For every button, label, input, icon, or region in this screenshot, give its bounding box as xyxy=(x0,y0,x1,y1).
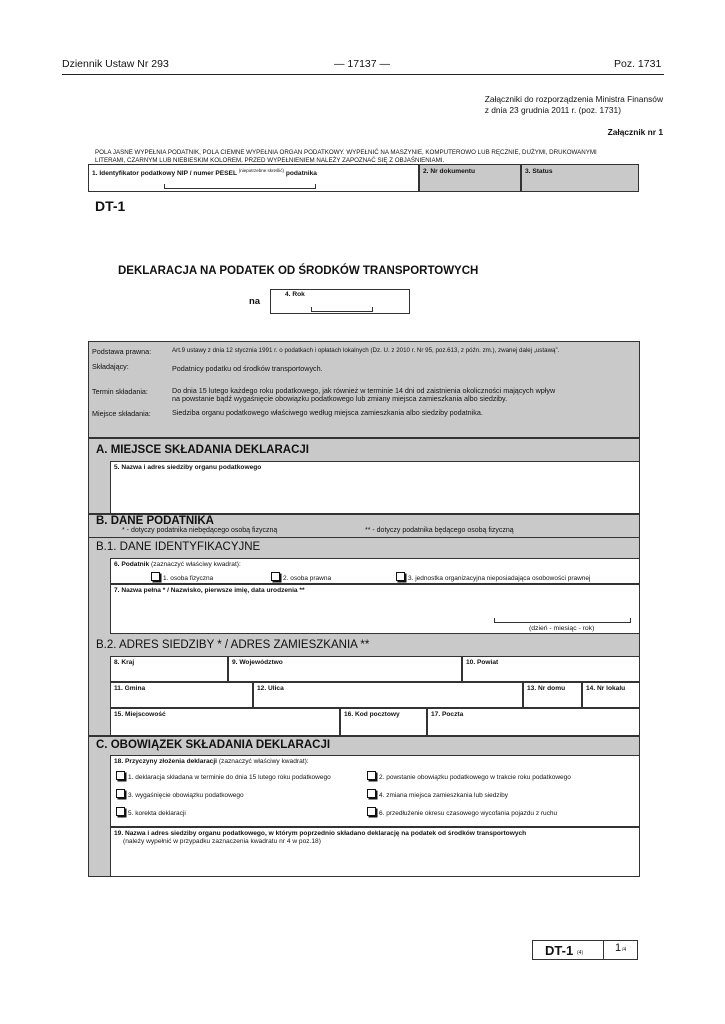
voivodeship-label: 9. Województwo xyxy=(232,659,283,666)
footer-form-code xyxy=(532,940,638,960)
filers-label: Składający: xyxy=(92,362,129,371)
taxpayer-type-hint: (zaznaczyć właściwy kwadrat): xyxy=(151,561,241,568)
year-ticks xyxy=(311,307,373,312)
checkbox-icon[interactable] xyxy=(367,807,376,816)
commune-field[interactable] xyxy=(110,682,253,708)
filers-text: Podatnicy podatku od środków transportowych. xyxy=(172,364,323,373)
tax-office-field[interactable] xyxy=(110,461,640,514)
year-label: 4. Rok xyxy=(285,291,305,298)
apartment-number-label: 14. Nr lokalu xyxy=(586,685,626,692)
section-b-title: B. DANE PODATNIKA xyxy=(96,515,214,527)
checkbox-icon[interactable] xyxy=(116,771,125,780)
deadline-label: Termin składania: xyxy=(92,387,148,396)
place-label: Miejsce składania: xyxy=(92,409,151,418)
birth-date-hint: (dzień - miesiąc - rok) xyxy=(529,625,595,632)
journal-page-number: — 17137 — xyxy=(334,58,391,70)
deadline-text-1: Do dnia 15 lutego każdego roku podatkowego, jak również w terminie 14 dni od zaistnienia okoliczności mających wpływ xyxy=(172,386,556,395)
document-number-field xyxy=(419,164,521,192)
instructions xyxy=(95,149,597,164)
checkbox-icon[interactable] xyxy=(151,572,160,581)
previous-tax-office-field[interactable] xyxy=(110,827,640,877)
filing-reason-field xyxy=(110,755,640,827)
section-b-note-2: ** - dotyczy podatnika będącego osobą fizyczną xyxy=(365,527,514,534)
document-number-label: 2. Nr dokumentu xyxy=(423,168,476,175)
footer-version: (4) xyxy=(577,950,584,956)
taxpayer-option-2[interactable]: 2. osoba prawna xyxy=(271,572,331,582)
section-b xyxy=(88,514,640,736)
previous-tax-office-label: 19. Nazwa i adres siedziby organu podatkowego, w którym poprzednio składano deklarację na podatek od środków transportowych xyxy=(114,830,527,837)
tax-id-ticks xyxy=(164,184,316,189)
district-field[interactable] xyxy=(462,656,640,682)
house-number-field[interactable] xyxy=(523,682,582,708)
taxpayer-option-3[interactable]: 3. jednostka organizacyjna nieposiadająca osobowości prawnej xyxy=(396,572,590,582)
place-text: Siedziba organu podatkowego właściwego według miejsca zamieszkania albo siedziby podatnika. xyxy=(172,408,483,417)
form-title: DEKLARACJA NA PODATEK OD ŚRODKÓW TRANSPORTOWYCH xyxy=(118,265,479,277)
street-field[interactable] xyxy=(253,682,523,708)
annex-line-2: z dnia 23 grudnia 2011 r. (poz. 1731) xyxy=(484,104,621,115)
reason-option-3[interactable]: 3. wygaśnięcie obowiązku podatkowego xyxy=(116,789,244,799)
deadline-text-2: na powstanie bądź wygaśnięcie obowiązku podatkowego lub zmiany miejsca zamieszkania albo siedziby. xyxy=(172,394,508,403)
full-name-label: 7. Nazwa pełna * / Nazwisko, pierwsze imię, data urodzenia ** xyxy=(114,587,305,594)
reason-option-4[interactable]: 4. zmiana miejsca zamieszkania lub siedziby xyxy=(367,789,508,799)
section-b2-title: B.2. ADRES SIEDZIBY * / ADRES ZAMIESZKANIA ** xyxy=(96,639,370,651)
annex-number: Załącznik nr 1 xyxy=(607,127,663,137)
year-prefix: na xyxy=(249,296,261,307)
post-office-label: 17. Poczta xyxy=(431,711,464,718)
tax-id-suffix: podatnika xyxy=(285,170,317,178)
section-b1-title: B.1. DANE IDENTYFIKACYJNE xyxy=(96,541,261,553)
form-code: DT-1 xyxy=(95,198,126,214)
taxpayer-type-field xyxy=(110,558,640,584)
legal-basis-block xyxy=(88,341,640,438)
country-field[interactable] xyxy=(110,656,228,682)
annex-line-1: Załączniki do rozporządzenia Ministra Finansów xyxy=(484,94,663,104)
previous-tax-office-hint: (należy wypełnić w przypadku zaznaczenia kwadratu nr 4 w poz.18) xyxy=(123,838,321,845)
house-number-label: 13. Nr domu xyxy=(527,685,566,692)
birth-date-ticks xyxy=(494,618,631,623)
checkbox-icon[interactable] xyxy=(271,572,280,581)
footer-code: DT-1 xyxy=(545,943,574,958)
district-label: 10. Powiat xyxy=(466,659,499,666)
checkbox-icon[interactable] xyxy=(367,789,376,798)
street-label: 12. Ulica xyxy=(257,685,284,692)
annex-note xyxy=(485,94,663,115)
post-office-field[interactable] xyxy=(427,708,640,736)
header-rule xyxy=(62,74,664,75)
commune-label: 11. Gmina xyxy=(114,685,146,692)
section-a xyxy=(88,438,640,514)
footer-pages: /4 xyxy=(622,947,627,953)
filing-reason-hint: (zaznaczyć właściwy kwadrat): xyxy=(218,758,309,765)
filing-reason-label: 18. Przyczyny złożenia deklaracji xyxy=(114,758,217,765)
full-name-field[interactable] xyxy=(110,584,640,634)
section-c-title: C. OBOWIĄZEK SKŁADANIA DEKLARACJI xyxy=(96,739,331,751)
reason-option-6[interactable]: 6. przedłużenie okresu czasowego wycofania pojazdu z ruchu xyxy=(367,807,557,817)
apartment-number-field[interactable] xyxy=(582,682,640,708)
postal-code-label: 16. Kod pocztowy xyxy=(344,711,400,718)
checkbox-icon[interactable] xyxy=(367,771,376,780)
tax-id-note: (niepotrzebne skreślić) xyxy=(238,168,284,173)
instructions-line-2: LITERAMI, CZARNYM LUB NIEBIESKIM KOLOREM. PRZED WYPEŁNIENIEM NALEŻY ZAPOZNAĆ SIĘ Z OBJAŚNIENIAMI. xyxy=(95,156,445,164)
city-label: 15. Miejscowość xyxy=(114,711,166,718)
section-b-note-1: * - dotyczy podatnika niebędącego osobą fizyczną xyxy=(122,527,278,534)
tax-id-field[interactable] xyxy=(88,164,419,192)
reason-option-5[interactable]: 5. korekta deklaracji xyxy=(116,807,186,817)
journal-title: Dziennik Ustaw Nr 293 xyxy=(62,58,169,70)
footer-page: 1 xyxy=(615,942,622,954)
voivodeship-field[interactable] xyxy=(228,656,462,682)
country-label: 8. Kraj xyxy=(114,659,135,666)
legal-basis-label: Podstawa prawna: xyxy=(92,347,152,356)
tax-office-label: 5. Nazwa i adres siedziby organu podatkowego xyxy=(114,464,262,471)
checkbox-icon[interactable] xyxy=(116,789,125,798)
tax-id-label: 1. Identyfikator podatkowy NIP / numer PESEL xyxy=(92,170,237,178)
section-c xyxy=(88,736,640,877)
taxpayer-option-1[interactable]: 1. osoba fizyczna xyxy=(151,572,213,582)
checkbox-icon[interactable] xyxy=(396,572,405,581)
section-a-title: A. MIEJSCE SKŁADANIA DEKLARACJI xyxy=(96,444,309,456)
status-label: 3. Status xyxy=(525,168,553,175)
postal-code-field[interactable] xyxy=(340,708,427,736)
city-field[interactable] xyxy=(110,708,340,736)
legal-basis-text: Art.9 ustawy z dnia 12 stycznia 1991 r. o podatkach i opłatach lokalnych (Dz. U. z 2010 r. Nr 95, poz.613, z późn. zm.), zwanej dalej „ustawą”. xyxy=(172,347,560,354)
checkbox-icon[interactable] xyxy=(116,807,125,816)
year-field[interactable] xyxy=(270,289,410,314)
instructions-line-1: POLA JASNE WYPEŁNIA PODATNIK, POLA CIEMNE WYPEŁNIA ORGAN PODATKOWY. WYPEŁNIĆ NA MASZYNIE, KOMPUTEROWO LUB RĘCZNIE, DUŻYMI, DRUKOWANYMI xyxy=(95,149,597,156)
status-field xyxy=(521,164,639,192)
taxpayer-type-label: 6. Podatnik xyxy=(114,561,150,568)
reason-option-1[interactable]: 1. deklaracja składana w terminie do dnia 15 lutego roku podatkowego xyxy=(116,771,331,781)
reason-option-2[interactable]: 2. powstanie obowiązku podatkowego w trakcie roku podatkowego xyxy=(367,771,571,781)
journal-position: Poz. 1731 xyxy=(614,58,662,70)
